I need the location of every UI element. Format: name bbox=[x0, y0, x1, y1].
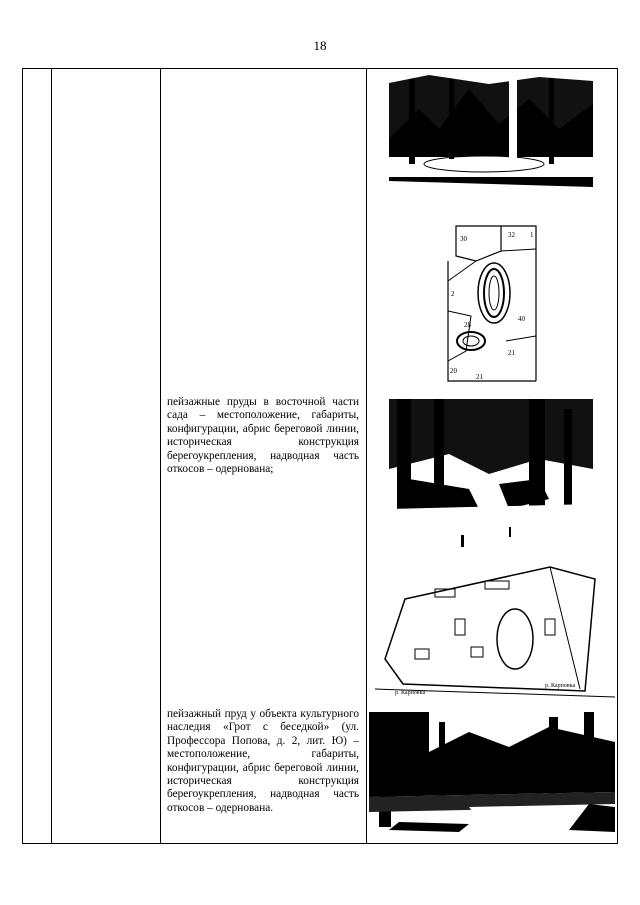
page-number: 18 bbox=[313, 38, 327, 53]
heritage-table bbox=[22, 68, 618, 844]
map-1-label-8: 20 bbox=[450, 367, 457, 375]
map-1-label-7: 21 bbox=[508, 349, 515, 357]
grotto-pond-photo bbox=[369, 712, 615, 842]
map-1-label-6: 28 bbox=[464, 321, 471, 329]
site-plan-map bbox=[375, 559, 615, 699]
row-2-description: пейзажный пруд у объекта культурного наследия «Грот с беседкой» (ул. Профессора Попова, д. 2, лит. Ю) – местоположение, габариты, конфигурации, абрис береговой линии, историческая конструкция берегоукрепления, надводная часть откосов – одернована. bbox=[167, 708, 359, 814]
map-2-label-1: р. Карповка bbox=[395, 690, 426, 696]
pond-photo-2 bbox=[389, 399, 593, 547]
map-2-label-2: р. Карповка bbox=[545, 683, 576, 689]
map-1-label-5: 2 bbox=[451, 290, 455, 298]
row-1-description: пейзажные пруды в восточной части сада – местоположение, габариты, конфигурации, абрис береговой линии, историческая конструкция берегоукрепления, надводная часть откосов – одернована; bbox=[167, 396, 359, 476]
map-1-label-3: 1 bbox=[530, 231, 534, 239]
map-1-label-4: 40 bbox=[518, 315, 525, 323]
column-divider-3 bbox=[366, 69, 367, 843]
map-1-label-9: 21 bbox=[476, 373, 483, 381]
map-1-label-2: 32 bbox=[508, 231, 515, 239]
column-divider-2 bbox=[160, 69, 161, 843]
map-1-label-1: 30 bbox=[460, 235, 467, 243]
column-divider-1 bbox=[51, 69, 52, 843]
garden-map-1 bbox=[446, 221, 538, 385]
pond-photo-1 bbox=[389, 69, 593, 209]
